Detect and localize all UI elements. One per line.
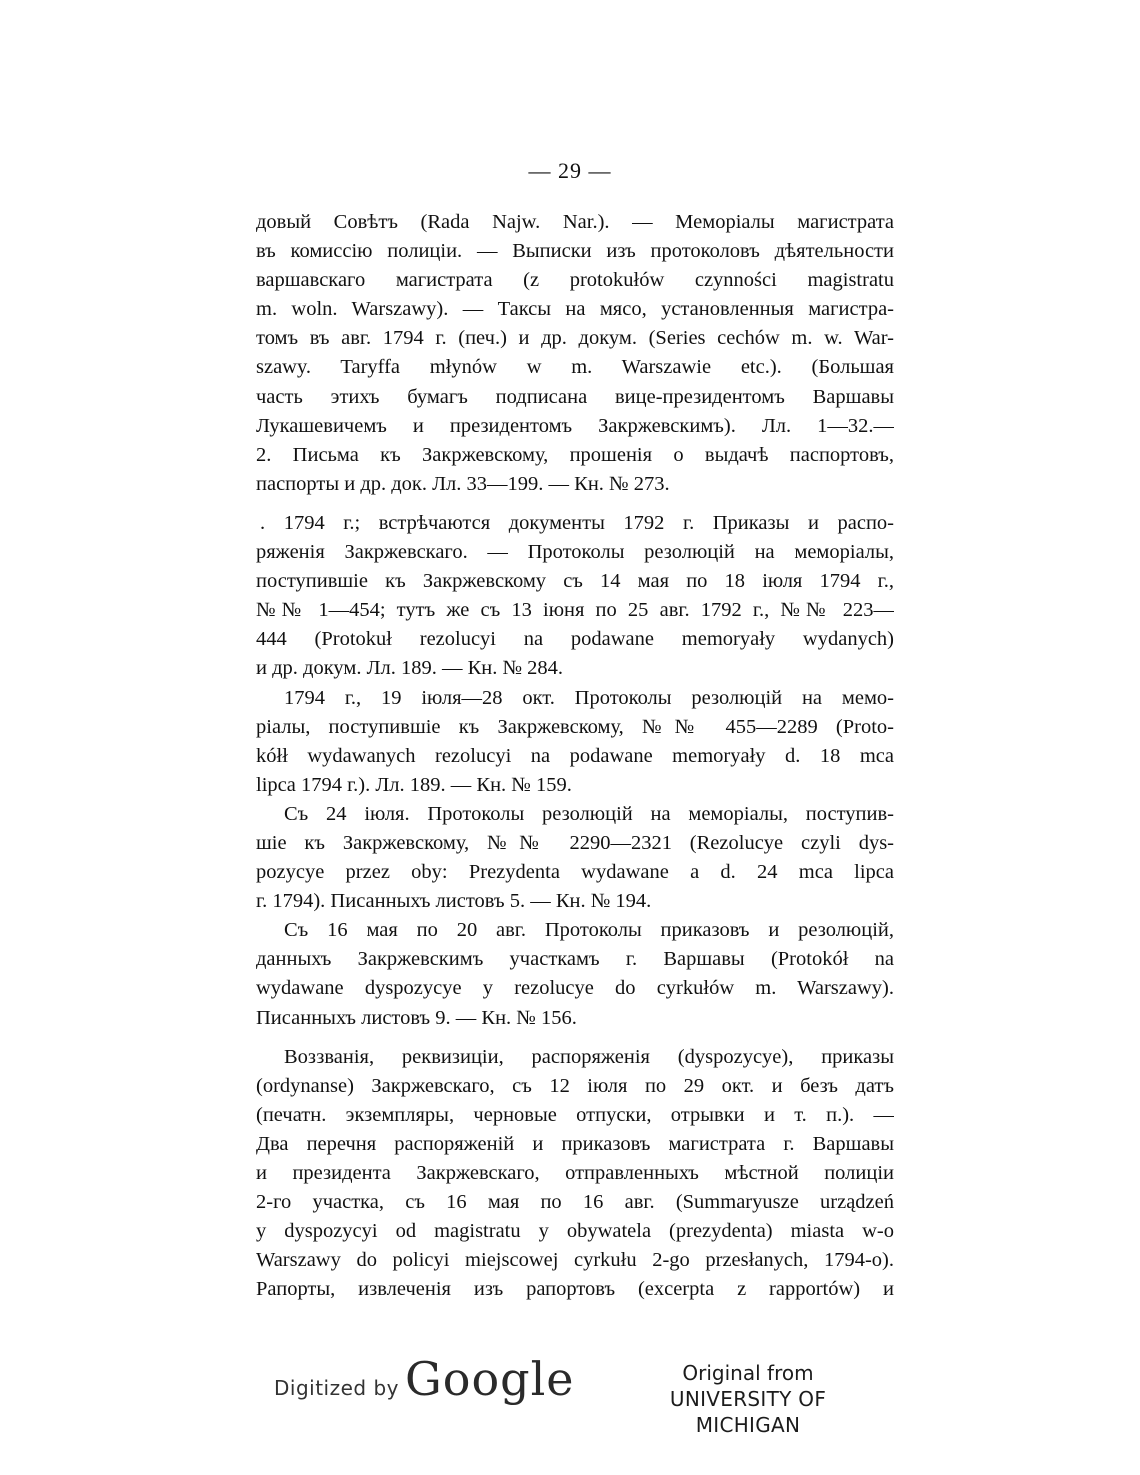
text-line: поступившіе къ Закржевскому съ 14 мая по 18 іюля 1794 г., (256, 570, 894, 593)
text-line: 2-го участка, съ 16 мая по 16 авг. (Summaryusze urządzeń (256, 1191, 894, 1214)
text-line: Лукашевичемъ и президентомъ Закржевскимъ). Лл. 1—32.— (256, 414, 894, 437)
text-line: и др. докум. Лл. 189. — Кн. № 284. (256, 657, 564, 680)
text-line: y dyspozycyi od magistratu y obywatela (prezydenta) miasta w-o (256, 1220, 894, 1243)
document-text (256, 208, 894, 1304)
paragraph (256, 509, 894, 684)
paragraph (256, 800, 894, 916)
text-line: №№ 1—454; тутъ же съ 13 іюня по 25 авг. 1792 г., №№ 223— (256, 599, 894, 622)
paragraph (256, 916, 894, 1032)
google-logo: Google (405, 1352, 575, 1406)
text-line: данныхъ Закржевскимъ участкамъ г. Варшавы (Protokół na (256, 948, 894, 971)
text-line: 1794 г., 19 іюля—28 окт. Протоколы резолюцій на мемо- (284, 686, 894, 709)
text-line: kółł wydawanych rezolucyi na podawane memoryały d. 18 mca (256, 744, 894, 767)
text-line: Съ 24 іюля. Протоколы резолюцій на меморіалы, поступив- (284, 802, 894, 825)
text-line: Писанныхъ листовъ 9. — Кн. № 156. (256, 1006, 577, 1029)
text-line: (печатн. экземпляры, черновые отпуски, отрывки и т. п.). — (256, 1103, 894, 1126)
text-line: ріалы, поступившіе къ Закржевскому, №№ 455—2289 (Proto- (256, 715, 894, 738)
text-line: ряженія Закржевскаго. — Протоколы резолюцій на меморіалы, (256, 541, 894, 564)
original-source-note (618, 1360, 878, 1438)
text-line: шіе къ Закржевскому, №№ 2290—2321 (Rezolucye czyli dys- (256, 831, 894, 854)
university-name: UNIVERSITY OF MICHIGAN (669, 1387, 827, 1437)
text-line: szawy. Taryffa młynów w m. Warszawie etc.). (Большая (256, 356, 894, 379)
text-line: часть этихъ бумагъ подписана вице-президентомъ Варшавы (256, 385, 894, 408)
text-line: . 1794 г.; встрѣчаются документы 1792 г. Приказы и распо- (260, 511, 894, 534)
paragraph (256, 1043, 894, 1305)
text-line: томъ въ авг. 1794 г. (печ.) и др. докум. (Series cechów m. w. War- (256, 327, 894, 350)
paragraph (256, 684, 894, 800)
text-line: Два перечня распоряженій и приказовъ магистрата г. Варшавы (256, 1132, 894, 1155)
text-line: 2. Письма къ Закржевскому, прошенія о выдачѣ паспортовъ, (256, 443, 894, 466)
text-line: паспорты и др. док. Лл. 33—199. — Кн. № 273. (256, 472, 670, 495)
digitized-by-google-watermark (274, 1352, 575, 1406)
page-number: — 29 — (528, 158, 612, 183)
text-line: и президента Закржевскаго, отправленныхъ мѣстной полиціи (256, 1162, 894, 1184)
text-line: довый Совѣтъ (Rada Najw. Nar.). — Меморіалы магистрата (256, 211, 894, 233)
text-line: Warszawy do policyi miejscowej cyrkułu 2-go przesłanych, 1794-o). (256, 1249, 894, 1272)
text-line: Рапорты, извлеченія изъ рапортовъ (excerpta z rapportów) и (256, 1278, 894, 1301)
text-line: 444 (Protokuł rezolucyi na podawane memoryały wydanych) (256, 628, 894, 651)
paragraph (256, 208, 894, 499)
text-line: г. 1794). Писанныхъ листовъ 5. — Кн. № 194. (256, 890, 652, 913)
digitized-by-label: Digitized by (274, 1376, 399, 1400)
text-line: lipca 1794 г.). Лл. 189. — Кн. № 159. (256, 773, 572, 796)
text-line: pozycye przez oby: Prezydenta wydawane a d. 24 mca lipca (256, 861, 894, 884)
text-line: m. woln. Warszawy). — Таксы на мясо, установленныя магистра- (256, 298, 894, 321)
text-line: въ комиссію полиціи. — Выписки изъ протоколовъ дѣятельности (256, 240, 894, 263)
text-line: (ordynanse) Закржевскаго, съ 12 іюля по 29 окт. и безъ датъ (256, 1074, 894, 1097)
text-line: wydawane dyspozycye y rezolucye do cyrkułów m. Warszawy). (256, 977, 894, 1000)
original-from-label: Original from (682, 1361, 814, 1385)
text-line: Съ 16 мая по 20 авг. Протоколы приказовъ и резолюцій, (284, 919, 894, 942)
text-line: Воззванія, реквизиціи, распоряженія (dyspozycye), приказы (284, 1045, 894, 1068)
text-line: варшавскаго магистрата (z protokułów czynności magistratu (256, 269, 894, 292)
